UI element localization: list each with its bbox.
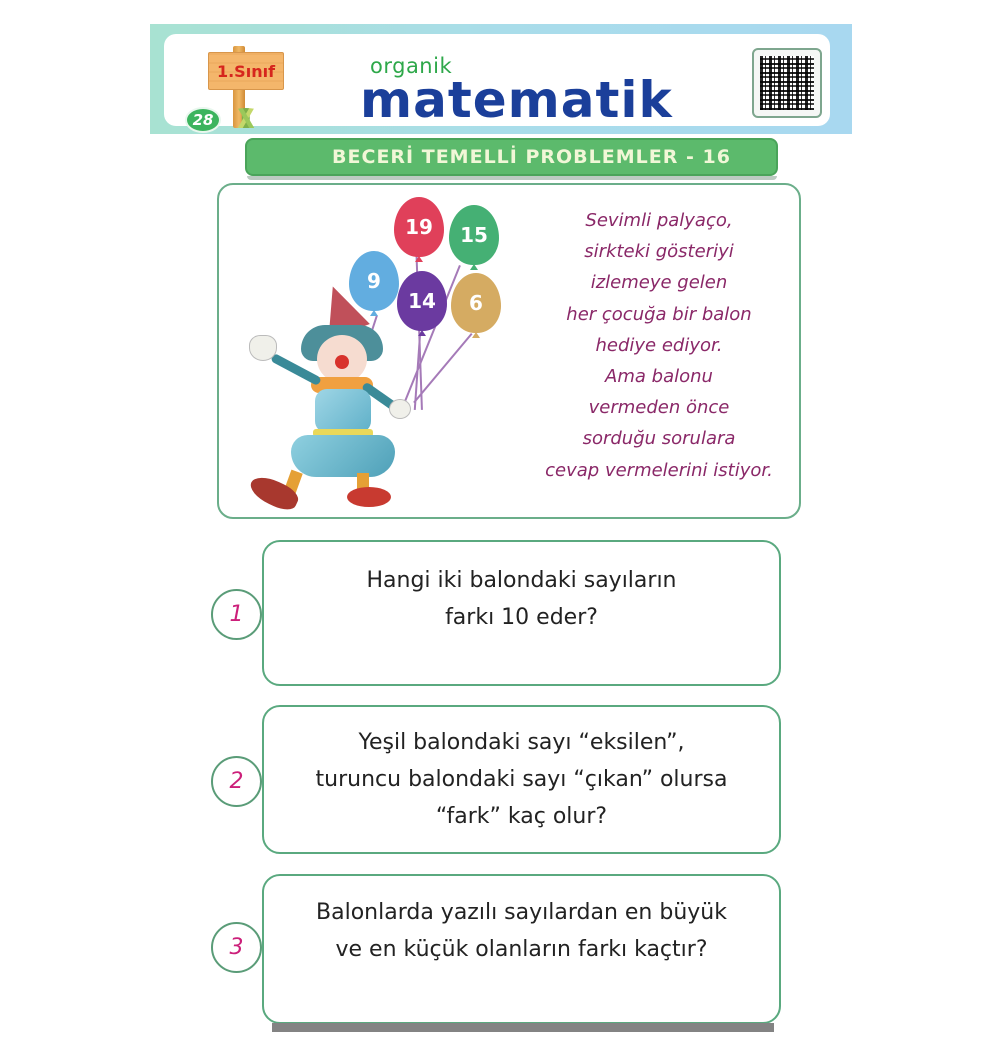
question-line: Hangi iki balondaki sayıların [366,568,677,593]
question-line: farkı 10 eder? [445,605,598,630]
page-number-badge: 28 [185,107,221,133]
story-box [217,183,801,519]
brand-subtitle: organik [370,54,453,78]
story-line: vermeden önce [588,397,730,419]
clown-shirt-icon [315,389,371,433]
story-line: hediye ediyor. [595,334,723,356]
story-line: sorduğu sorulara [582,428,736,450]
question-line: turuncu balondaki sayı “çıkan” olursa [315,767,728,792]
grass-icon [224,108,268,128]
clown-illustration [219,185,519,521]
balloon-14: 14 [397,271,447,331]
balloon-9: 9 [349,251,399,311]
story-line: cevap vermelerini istiyor. [545,459,773,481]
clown-shoe-right-icon [347,487,391,507]
question-number-3: 3 [211,922,262,973]
story-line: izlemeye gelen [590,272,728,294]
question-line: Yeşil balondaki sayı “eksilen”, [358,730,685,755]
question-box-1[interactable] [262,540,781,686]
story-line: sirkteki gösteriyi [584,241,734,263]
title-shadow [247,176,777,180]
qr-code-icon [760,56,814,110]
question-number-2: 2 [211,756,262,807]
clown-pants-icon [291,435,395,477]
brand-title: matematik [360,71,673,129]
qr-code-frame[interactable] [752,48,822,118]
question-box-2[interactable] [262,705,781,854]
story-line: her çocuğa bir balon [566,303,752,325]
header-panel [164,34,830,129]
clown-nose-icon [335,355,349,369]
question-number-1: 1 [211,589,262,640]
bottom-shadow-bar [272,1023,774,1032]
question-line: “fark” kaç olur? [435,804,608,829]
clown-glove-right-icon [389,399,411,419]
story-text [519,205,799,486]
page-title: BECERİ TEMELLİ PROBLEMLER - 16 [245,138,778,176]
question-line: Balonlarda yazılı sayılardan en büyük [316,900,727,925]
clown-glove-left-icon [249,335,277,361]
question-line: ve en küçük olanların farkı kaçtır? [335,937,708,962]
balloon-6: 6 [451,273,501,333]
story-line: Sevimli palyaço, [585,210,733,231]
header-band [150,24,852,134]
balloon-15: 15 [449,205,499,265]
balloon-19: 19 [394,197,444,257]
story-line: Ama balonu [605,366,713,388]
question-box-3[interactable] [262,874,781,1024]
balloon-string [413,333,472,403]
grade-sign: 1.Sınıf [208,52,284,90]
